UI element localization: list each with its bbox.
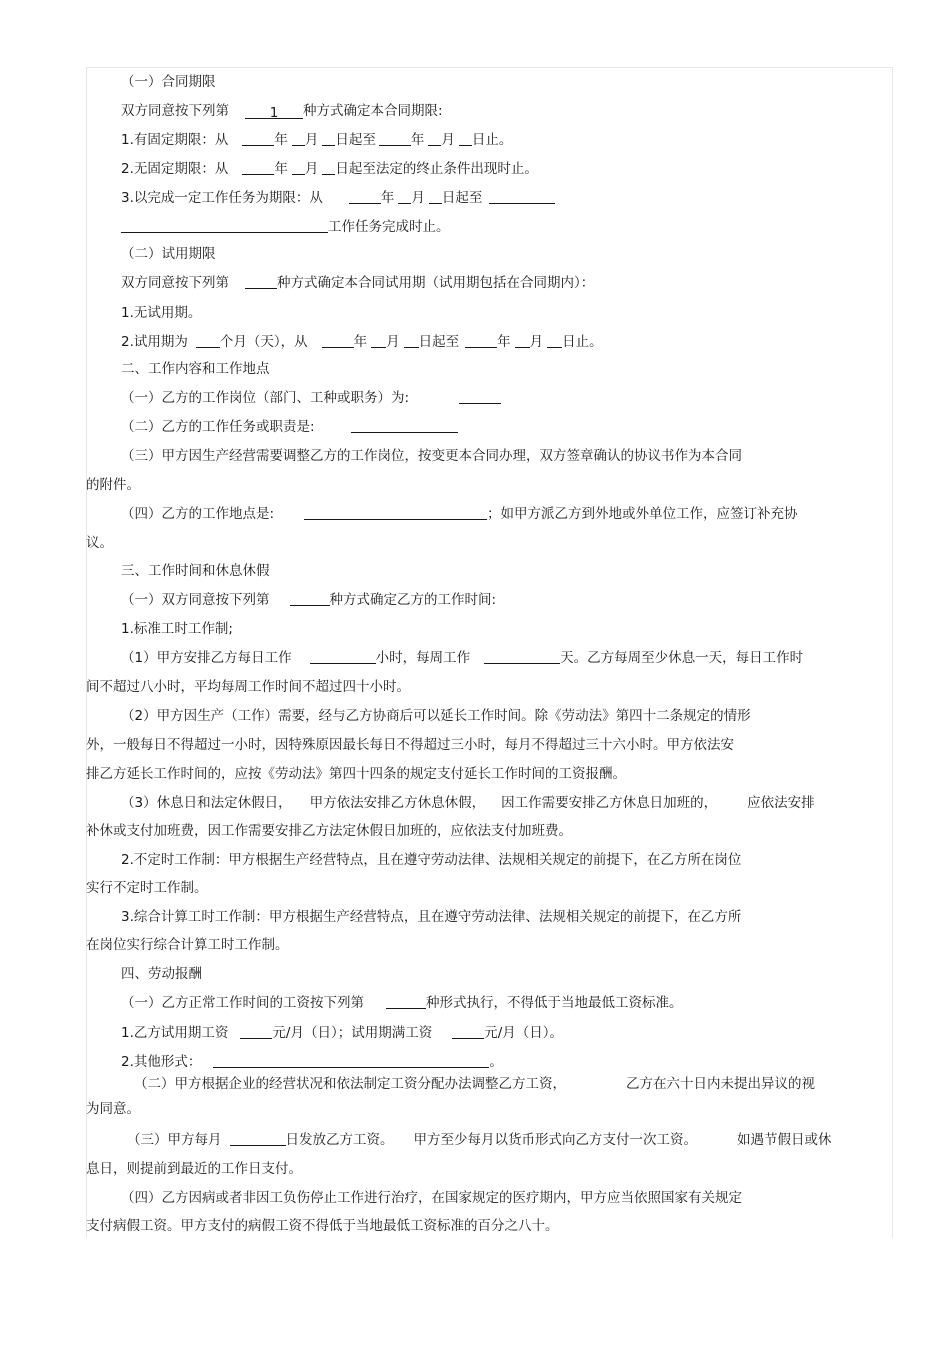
text-line: 排乙方延长工作时间的，应按《劳动法》第四十四条的规定支付延长工作时间的工资报酬。: [86, 766, 626, 782]
blank-field[interactable]: [452, 1024, 484, 1039]
blank-field[interactable]: [245, 274, 277, 289]
blank-field[interactable]: [322, 131, 335, 146]
text-line: 1.乙方试用期工资 元/月（日）；试用期满工资 元/月（日）。: [121, 1025, 564, 1041]
blank-field[interactable]: [459, 389, 501, 404]
blank-field[interactable]: [386, 994, 426, 1009]
text-line: 2.试用期为 个月（天），从 年 月 日起至 年 月 日止。: [121, 334, 603, 350]
text-line: 工作任务完成时止。: [121, 218, 450, 236]
text-line: 为同意。: [86, 1101, 140, 1117]
text-line: （二）乙方的工作任务或职责是:: [121, 418, 458, 436]
text-line: 1.有固定期限：从 年 月 日起至 年 月 日止。: [121, 132, 513, 148]
text-line: （一）双方同意按下列第 种方式确定乙方的工作时间:: [121, 592, 497, 608]
blank-field[interactable]: [292, 160, 305, 175]
text-line: （三）甲方因生产经营需要调整乙方的工作岗位，按变更本合同办理，双方签章确认的协议书作为本合同: [121, 448, 742, 464]
blank-field[interactable]: [196, 333, 220, 348]
blank-field[interactable]: [349, 189, 381, 204]
blank-field[interactable]: [351, 418, 458, 433]
text-line: （四）乙方的工作地点是: ；如甲方派乙方到外地或外单位工作，应签订补充协: [121, 506, 798, 522]
text-line: 补休或支付加班费，因工作需要安排乙方法定休假日加班的，应依法支付加班费。: [86, 823, 572, 839]
blank-field[interactable]: [489, 189, 555, 204]
blank-field[interactable]: [379, 131, 411, 146]
text-line: 2.无固定期限：从 年 月 日起至法定的终止条件出现时止。: [121, 161, 538, 177]
blank-field[interactable]: [429, 189, 442, 204]
blank-field[interactable]: [322, 333, 354, 348]
section-heading: 三、工作时间和休息休假: [121, 563, 270, 579]
section-heading: （二）试用期限: [121, 246, 216, 262]
text-line: 2.其他形式： 。: [121, 1054, 503, 1070]
text-line: 议。: [86, 535, 113, 551]
text-line: 3.综合计算工时工作制：甲方根据生产经营特点，且在遵守劳动法律、法规相关规定的前提下，在乙方所: [121, 909, 742, 925]
text-line: 1.标准工时工作制;: [121, 621, 233, 637]
text-line: 3.以完成一定工作任务为期限：从 年 月 日起至: [121, 189, 555, 207]
blank-field[interactable]: [304, 505, 487, 520]
text-line: （三）甲方每月 日发放乙方工资。 甲方至少每月以货币形式向乙方支付一次工资。 如遇节假日或休: [127, 1132, 832, 1148]
text-line: 在岗位实行综合计算工时工作制。: [86, 937, 289, 953]
blank-field[interactable]: [404, 333, 419, 348]
text-line: （3）休息日和法定休假日， 甲方依法安排乙方休息休假， 因工作需要安排乙方休息日加班的， 应依法安排: [121, 795, 815, 811]
blank-field[interactable]: [547, 333, 562, 348]
text-line: （1）甲方安排乙方每日工作 小时，每周工作 天。乙方每周至少休息一天，每日工作时: [121, 650, 804, 666]
blank-field[interactable]: [213, 1053, 489, 1068]
text-line: 实行不定时工作制。: [86, 880, 208, 896]
text-line: 息日，则提前到最近的工作日支付。: [86, 1161, 302, 1177]
text-line: 外，一般每日不得超过一小时，因特殊原因最长每日不得超过三小时，每月不得超过三十六小时。甲方依法安: [86, 737, 734, 753]
text-line: （一）乙方的工作岗位（部门、工种或职务）为:: [121, 389, 501, 407]
text-line: （2）甲方因生产（工作）需要，经与乙方协商后可以延长工作时间。除《劳动法》第四十二条规定的情形: [121, 708, 751, 724]
text-line: 双方同意按下列第 种方式确定本合同试用期（试用期包括在合同期内）：: [121, 275, 595, 291]
text-line: 双方同意按下列第 1 种方式确定本合同期限:: [121, 103, 443, 121]
blank-field[interactable]: [242, 160, 274, 175]
blank-field[interactable]: [515, 333, 530, 348]
blank-field[interactable]: [322, 160, 335, 175]
text-line: （一）乙方正常工作时间的工资按下列第 种形式执行，不得低于当地最低工资标准。: [121, 995, 683, 1011]
blank-field[interactable]: [428, 131, 441, 146]
section-heading: （一）合同期限: [121, 74, 216, 90]
text-line: （二）甲方根据企业的经营状况和依法制定工资分配办法调整乙方工资， 乙方在六十日内未提出异议的视: [134, 1076, 815, 1092]
blank-field[interactable]: [240, 1024, 272, 1039]
blank-field[interactable]: [459, 131, 472, 146]
blank-field[interactable]: [121, 218, 328, 233]
blank-field[interactable]: [290, 591, 330, 606]
section-heading: 二、工作内容和工作地点: [121, 361, 270, 377]
blank-field[interactable]: [465, 333, 497, 348]
blank-field[interactable]: 1: [245, 104, 303, 119]
text-line: 2.不定时工作制：甲方根据生产经营特点，且在遵守劳动法律、法规相关规定的前提下，在乙方所在岗位: [121, 852, 742, 868]
text-line: （四）乙方因病或者非因工负伤停止工作进行治疗，在国家规定的医疗期内，甲方应当依照国家有关规定: [121, 1190, 742, 1206]
blank-field[interactable]: [398, 189, 411, 204]
blank-field[interactable]: [292, 131, 305, 146]
blank-field[interactable]: [371, 333, 386, 348]
text-line: 1.无试用期。: [121, 305, 202, 321]
text-line: 间不超过八小时，平均每周工作时间不超过四十小时。: [86, 679, 410, 695]
blank-field[interactable]: [310, 649, 376, 664]
blank-field[interactable]: [242, 131, 274, 146]
text-line: 的附件。: [86, 477, 140, 493]
blank-field[interactable]: [484, 649, 560, 664]
section-heading: 四、劳动报酬: [121, 966, 202, 982]
text-line: 支付病假工资。甲方支付的病假工资不得低于当地最低工资标准的百分之八十。: [86, 1218, 559, 1234]
blank-field[interactable]: [230, 1131, 286, 1146]
